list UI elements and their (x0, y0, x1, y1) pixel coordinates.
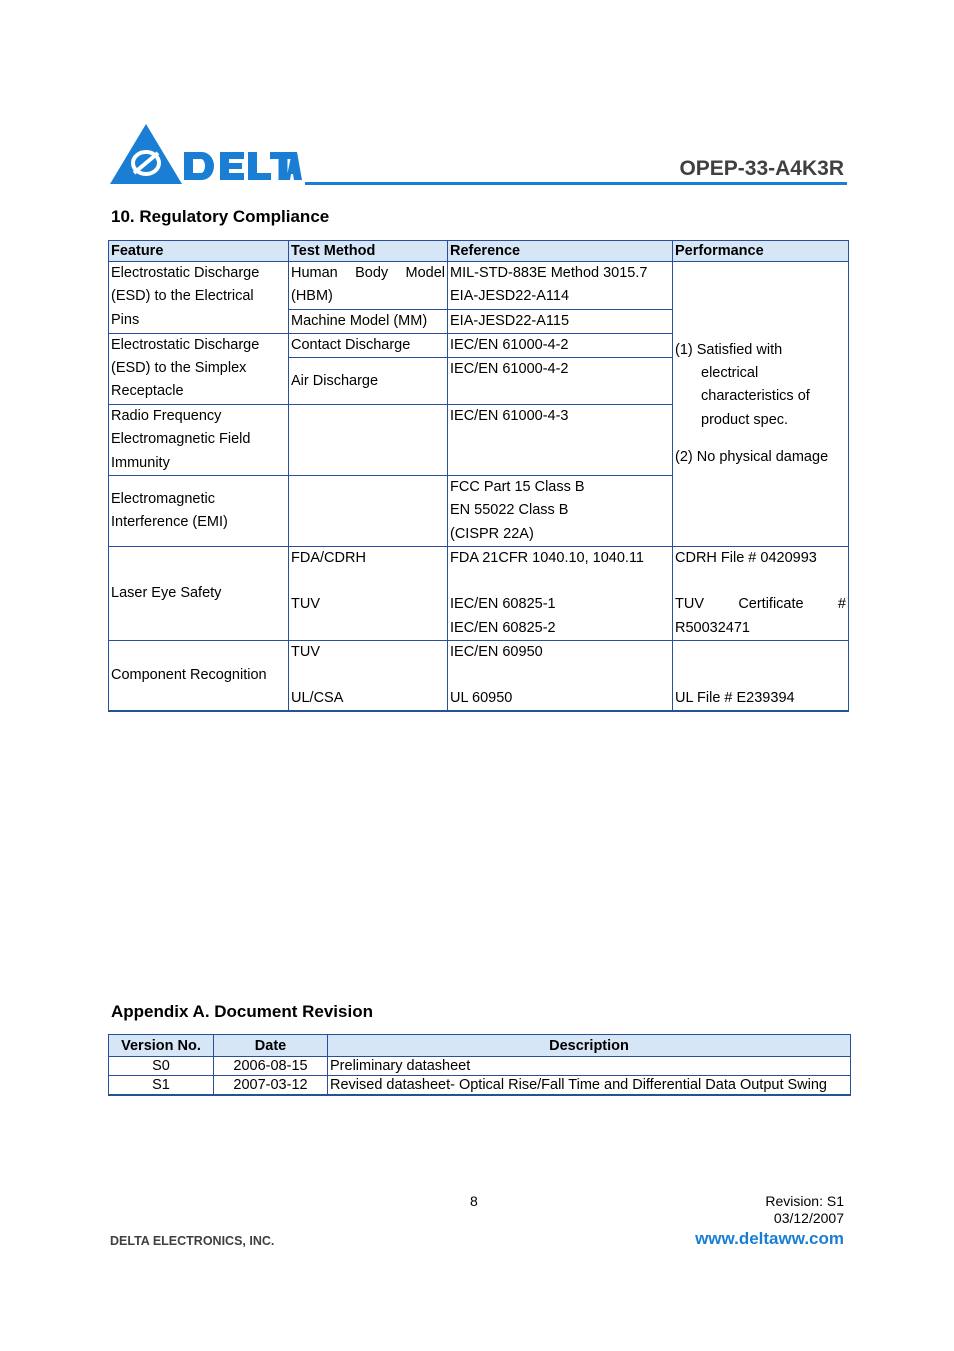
date-cell: 2006-08-15 (214, 1057, 328, 1076)
table-row (109, 546, 849, 640)
feature-cell: Electromagnetic Interference (EMI) (109, 476, 289, 547)
column-header-performance: Performance (673, 241, 849, 262)
feature-cell: Component Recognition (109, 640, 289, 711)
company-name: DELTA ELECTRONICS, INC. (110, 1234, 275, 1248)
table-row (109, 1076, 851, 1096)
test-method-cell: Human Body Model (HBM) (289, 262, 448, 310)
table-header-row (109, 241, 849, 262)
column-header-version: Version No. (109, 1035, 214, 1057)
feature-cell: Laser Eye Safety (109, 546, 289, 640)
test-method-cell: Contact Discharge (289, 333, 448, 357)
feature-cell: Radio Frequency Electromagnetic Field Immunity (109, 405, 289, 476)
document-revision-table (108, 1034, 851, 1096)
test-method-cell: FDA/CDRH TUV (289, 546, 448, 640)
regulatory-compliance-table (108, 240, 849, 712)
document-code: OPEP-33-A4K3R (679, 157, 844, 180)
version-cell: S0 (109, 1057, 214, 1076)
feature-cell: Electrostatic Discharge (ESD) to the Electrical Pins (109, 262, 289, 334)
delta-logo (110, 122, 302, 186)
performance-cell: UL File # E239394 (673, 640, 849, 711)
reference-cell: MIL-STD-883E Method 3015.7 EIA-JESD22-A114 (448, 262, 673, 310)
reference-cell: IEC/EN 61000-4-2 (448, 333, 673, 357)
revision-info (765, 1193, 844, 1227)
performance-cell-shared: (1) Satisfied with electrical characteristics of product spec. (2) No physical damage (673, 262, 849, 547)
page-number: 8 (470, 1193, 478, 1209)
date-cell: 2007-03-12 (214, 1076, 328, 1096)
reference-cell: IEC/EN 60950 UL 60950 (448, 640, 673, 711)
table-header-row (109, 1035, 851, 1057)
revision-date: 03/12/2007 (773, 1210, 844, 1226)
reference-cell: FDA 21CFR 1040.10, 1040.11 IEC/EN 60825-1 IEC/EN 60825-2 (448, 546, 673, 640)
test-method-cell: TUV UL/CSA (289, 640, 448, 711)
column-header-date: Date (214, 1035, 328, 1057)
test-method-cell (289, 476, 448, 547)
table-row (109, 1057, 851, 1076)
description-cell: Revised datasheet- Optical Rise/Fall Time and Differential Data Output Swing (328, 1076, 851, 1096)
description-cell: Preliminary datasheet (328, 1057, 851, 1076)
test-method-cell (289, 405, 448, 476)
header-rule (305, 182, 847, 185)
section-title-regulatory: 10. Regulatory Compliance (111, 207, 330, 226)
test-method-cell: Machine Model (MM) (289, 309, 448, 333)
version-cell: S1 (109, 1076, 214, 1096)
column-header-description: Description (328, 1035, 851, 1057)
table-row (109, 640, 849, 711)
revision-label: Revision: S1 (765, 1193, 844, 1209)
performance-cell: CDRH File # 0420993 TUV Certificate # R50032471 (673, 546, 849, 640)
table-row (109, 262, 849, 310)
column-header-feature: Feature (109, 241, 289, 262)
website-link[interactable]: www.deltaww.com (695, 1229, 844, 1248)
reference-cell: EIA-JESD22-A115 (448, 309, 673, 333)
reference-cell: IEC/EN 61000-4-3 (448, 405, 673, 476)
test-method-cell: Air Discharge (289, 358, 448, 405)
feature-cell: Electrostatic Discharge (ESD) to the Simplex Receptacle (109, 333, 289, 404)
reference-cell: FCC Part 15 Class B EN 55022 Class B (CISPR 22A) (448, 476, 673, 547)
reference-cell: IEC/EN 61000-4-2 (448, 358, 673, 405)
column-header-test-method: Test Method (289, 241, 448, 262)
column-header-reference: Reference (448, 241, 673, 262)
section-title-appendix: Appendix A. Document Revision (111, 1002, 373, 1021)
